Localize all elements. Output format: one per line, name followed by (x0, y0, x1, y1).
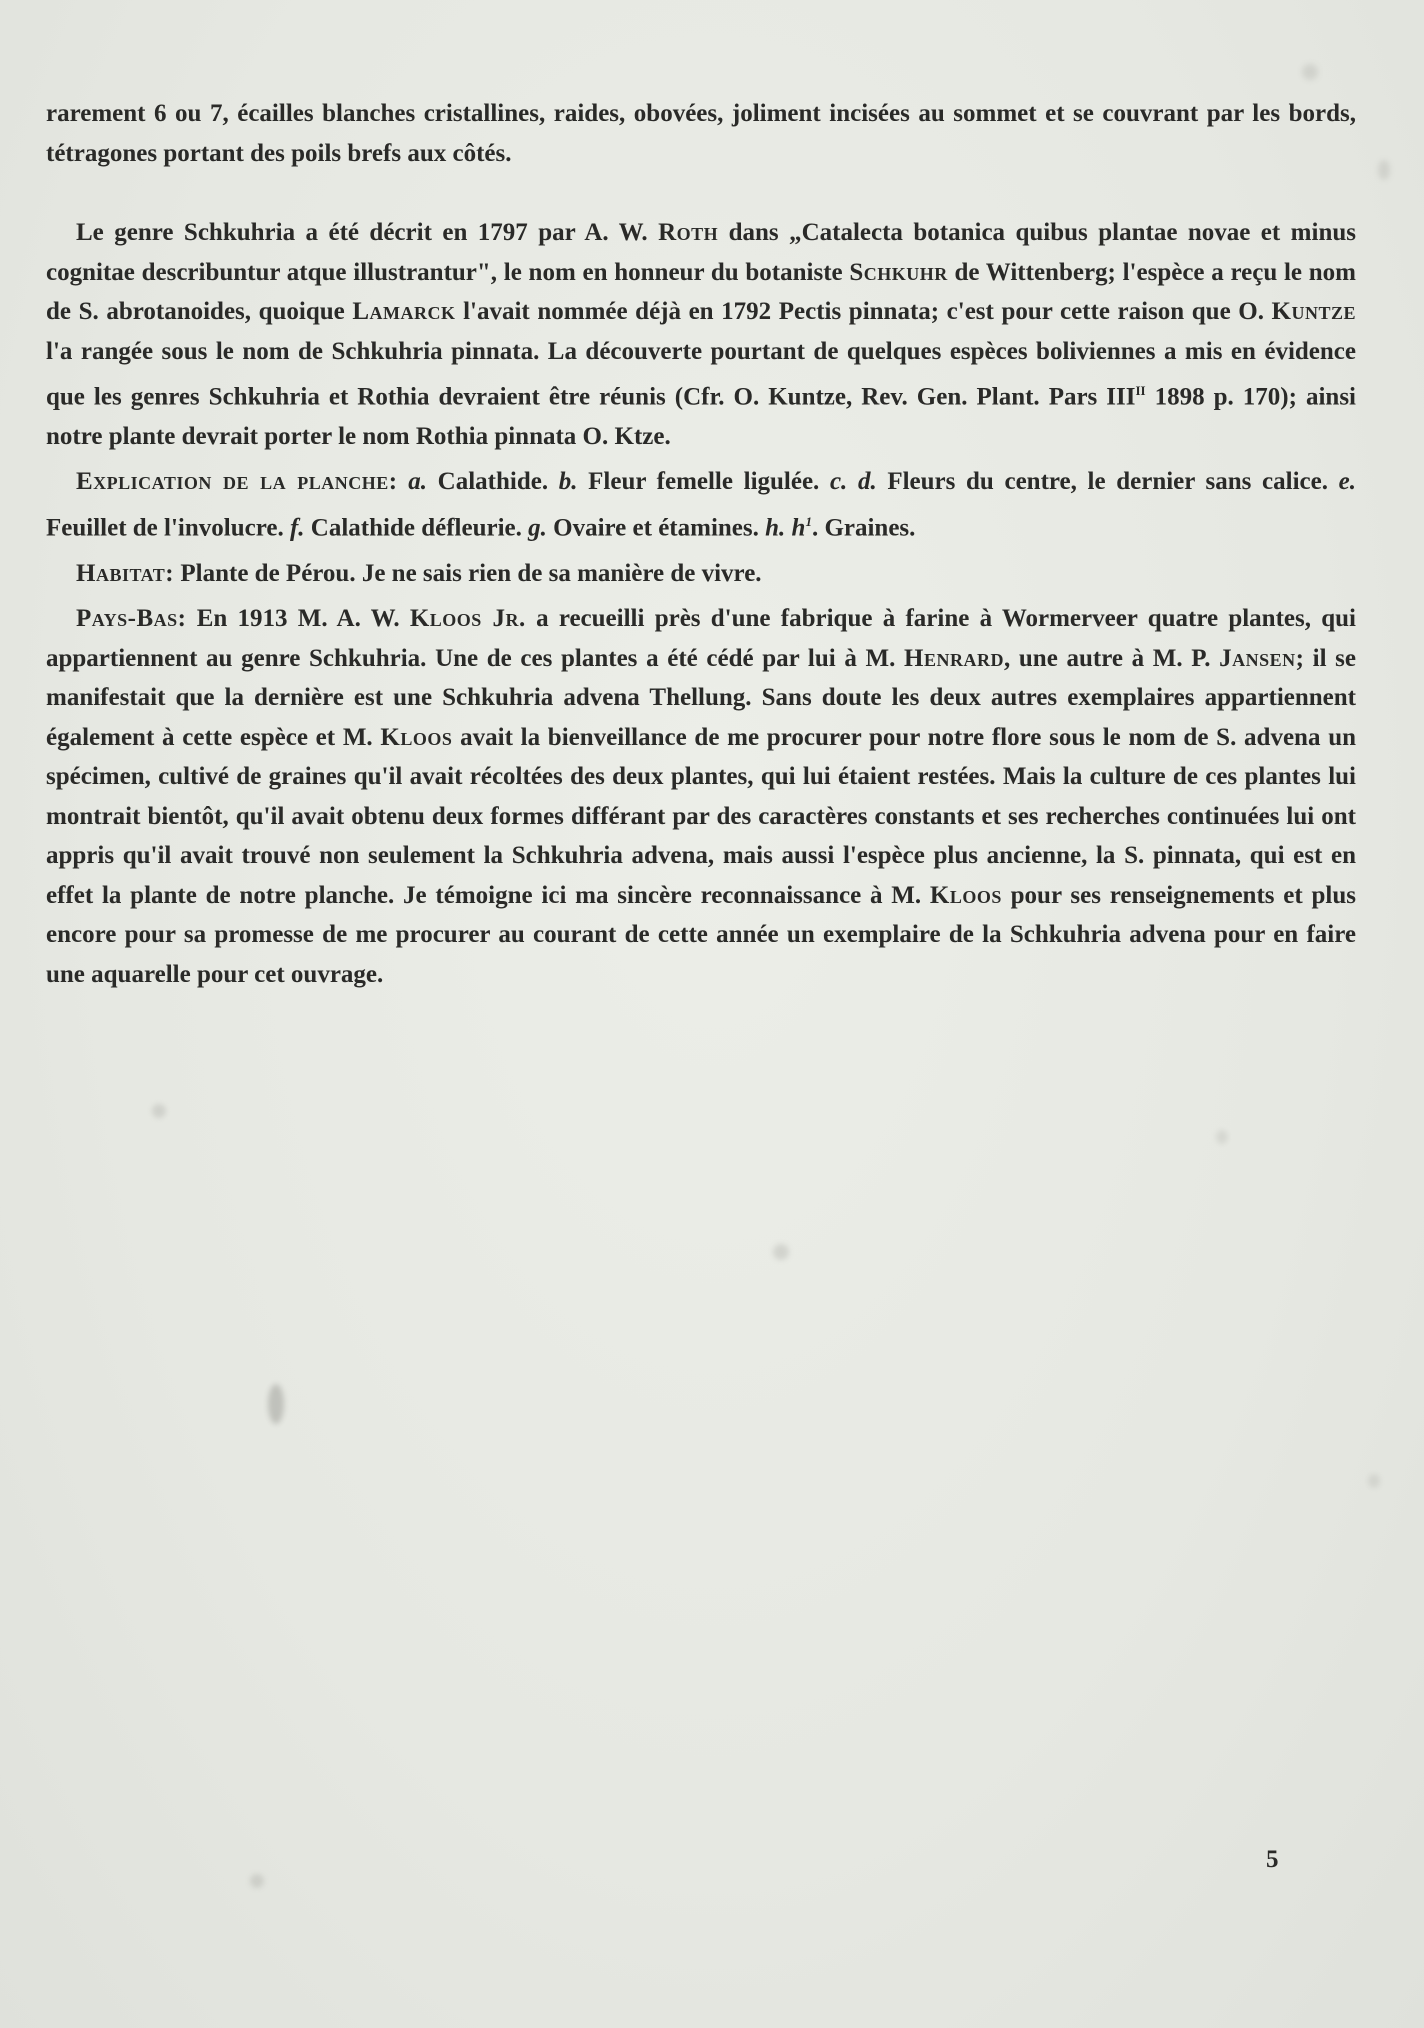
paragraph-plate-explanation (46, 462, 1356, 547)
section-heading: Habitat: (76, 559, 175, 587)
figure-letter: g. (528, 514, 547, 542)
author-name: Kloos (929, 881, 1002, 909)
author-name: Jansen (1219, 644, 1296, 672)
text-run: Feuillet de l'involucre. (46, 514, 290, 542)
text-run: de Wittenberg; l'espèce a reçu le nom de S. abrotanoides, quoique (46, 258, 1356, 325)
superscript: 1 (805, 513, 812, 529)
figure-letter: c. d. (829, 468, 877, 496)
paragraph-description-continued (46, 94, 1356, 173)
text-run: pour ses renseignements et plus encore pour sa promesse de me procurer au courant de cette année un exemplaire de la Schkuhria advena pour en faire une aquarelle pour cet ouvrage. (46, 881, 1356, 988)
text-run: , une autre à M. P. (1004, 644, 1220, 672)
author-name: Kloos Jr. (409, 605, 526, 633)
paper-speck (250, 1874, 264, 1888)
paper-speck (1378, 160, 1390, 180)
body-text (46, 94, 1356, 994)
paper-speck (152, 1104, 166, 1118)
text-run: Fleurs du centre, le dernier sans calice. (876, 468, 1339, 496)
text-run: Calathide. (427, 468, 559, 496)
paper-speck (773, 1244, 789, 1260)
paragraph-habitat (46, 554, 1356, 594)
paper-speck (268, 1384, 284, 1424)
figure-letter: e. (1338, 468, 1356, 496)
text-run: avait la bienveillance de me procurer pour notre flore sous le nom de S. advena un spécimen, cultivé de graines qu'il avait récoltées des deux plantes, qui lui étaient restées. Mais la culture de ces plantes lui montrait bientôt, qu'il avait obtenu deux formes différant par des caractères constants et ses recherches continuées lui ont appris qu'il avait trouvé non seulement la Schkuhria advena, mais aussi l'espèce plus ancienne, la S. pinnata, qui est en effet la plante de notre planche. Je témoigne ici ma sincère reconnaissance à M. (46, 723, 1357, 909)
paper-speck (1368, 1474, 1380, 1488)
paragraph-history (46, 213, 1356, 456)
paragraph-netherlands (46, 599, 1356, 994)
paper-speck (1216, 1130, 1228, 1144)
author-name: Kuntze (1271, 298, 1356, 325)
text-run: l'avait nommée déjà en 1792 Pectis pinnata; c'est pour cette raison que O. (455, 298, 1272, 325)
author-name: Schkuhr (849, 258, 948, 286)
figure-letter: a. (397, 468, 428, 496)
text-run: . Graines. (811, 514, 916, 542)
author-name: Kloos (380, 723, 453, 751)
text-run: dans „Catalecta botanica quibus plantae novae et minus cognitae describuntur atque illustrantur", le nom en honneur du botaniste (46, 219, 1356, 286)
figure-letter: f. (289, 514, 305, 542)
text-run: Ovaire et étamines. (546, 514, 766, 542)
author-name: Lamarck (352, 298, 456, 325)
figure-letter: b. (558, 468, 578, 496)
text-run: Fleur femelle ligulée. (577, 468, 830, 496)
text-run: 1898 p. 170); ainsi notre plante devrait porter le nom Rothia pinnata O. Ktze. (46, 383, 1356, 450)
paragraph-text: rarement 6 ou 7, écailles blanches cristallines, raides, obovées, joliment incisées au sommet et se couvrant par les bords, tétragones portant des poils brefs aux côtés. (46, 100, 1356, 167)
page-number: 5 (1266, 1846, 1279, 1873)
text-run: ; il se manifestait que la dernière est une Schkuhria advena Thellung. Sans doute les deux autres exemplaires appartiennent également à cette espèce et M. (46, 644, 1356, 751)
text-run: Calathide défleurie. (304, 514, 529, 542)
figure-letter: h. h (765, 514, 806, 542)
text-run: l'a rangée sous le nom de Schkuhria pinnata. La découverte pourtant de quelques espèces boliviennes a mis en évidence que les genres Schkuhria et Rothia devraient être réunis (Cfr. O. Kuntze, Rev. Gen. Plant. Pars III (46, 337, 1356, 411)
text-run: Plante de Pérou. Je ne sais rien de sa manière de vivre. (174, 559, 762, 587)
section-heading: Explication de la planche: (76, 468, 398, 496)
paper-speck (1302, 64, 1318, 80)
author-name: Roth (658, 219, 719, 246)
text-run: a recueilli près d'une fabrique à farine à Wormerveer quatre plantes, qui appartiennent au genre Schkuhria. Une de ces plantes a été cédé par lui à M. (46, 605, 1356, 672)
text-run: En 1913 M. A. W. (186, 605, 410, 633)
superscript: II (1135, 383, 1146, 398)
section-heading: Pays-Bas: (76, 605, 187, 633)
text-run: Le genre Schkuhria a été décrit en 1797 par A. W. (76, 219, 659, 246)
author-name: Henrard (904, 644, 1004, 672)
